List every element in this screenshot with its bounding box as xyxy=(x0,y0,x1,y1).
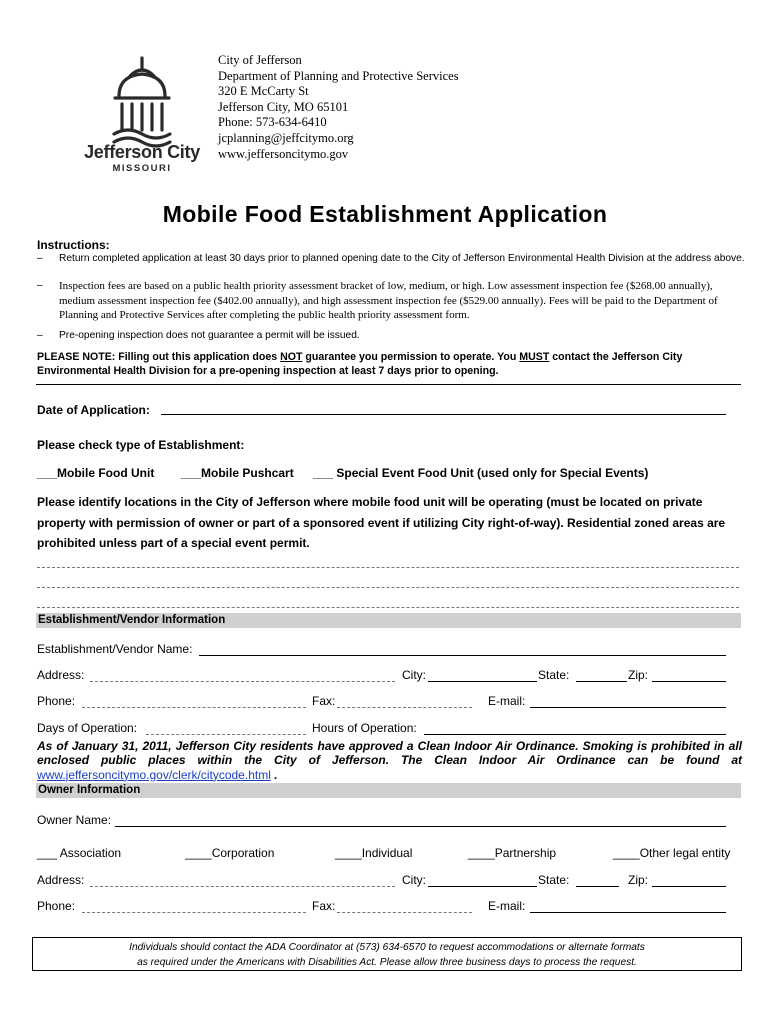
vendor-city-label: City: xyxy=(402,668,426,682)
owner-type-corporation[interactable]: ____Corporation xyxy=(185,846,275,860)
section-divider xyxy=(36,384,741,385)
note-text: guarantee you permission to operate. You xyxy=(302,351,520,363)
owner-address-label: Address: xyxy=(37,873,85,887)
note-text: contact the Jefferson City Environmental Health Division for a pre-opening inspection at least 7 days prior to opening. xyxy=(37,351,683,377)
owner-city-label: City: xyxy=(402,873,426,887)
logo-name: Jefferson City xyxy=(84,142,200,162)
type-option-mobile-food-unit[interactable]: ___Mobile Food Unit xyxy=(37,466,155,480)
address-line: 320 E McCarty St xyxy=(218,84,309,99)
date-of-application-label: Date of Application: xyxy=(37,403,150,417)
owner-state-field[interactable] xyxy=(576,875,619,887)
logo-state: MISSOURI xyxy=(112,163,172,174)
vendor-state-field[interactable] xyxy=(576,670,627,682)
date-of-application-field[interactable] xyxy=(161,403,726,415)
locations-line[interactable] xyxy=(37,556,739,568)
ada-notice-box xyxy=(32,937,742,971)
address-line: Phone: 573-634-6410 xyxy=(218,115,327,130)
bullet-dash: – xyxy=(37,330,43,341)
vendor-phone-field[interactable] xyxy=(82,696,306,708)
locations-instructions: Please identify locations in the City of Jefferson where mobile food unit will be operating (must be located on private property with permission of owner or part of a sponsored event if utilizing City right-of-way). Residential zoned areas are prohibited unless part of a special event permit. xyxy=(37,495,726,550)
type-option-special-event[interactable]: ___ Special Event Food Unit (used only for Special Events) xyxy=(313,466,649,480)
bullet-dash: – xyxy=(37,253,43,264)
locations-line[interactable] xyxy=(37,596,739,608)
agency-address-block xyxy=(218,53,459,162)
vendor-fax-label: Fax: xyxy=(312,694,336,708)
ordinance-text: As of January 31, 2011, Jefferson City residents have approved a Clean Indoor Air Ordinance. Smoking is prohibited in all enclosed public places within the City of Jefferson. The Clean Indoor Air Ordinance can be found at xyxy=(37,739,742,768)
clean-air-ordinance-notice xyxy=(37,739,742,782)
days-of-operation-label: Days of Operation: xyxy=(37,721,138,735)
owner-type-association[interactable]: ___ Association xyxy=(37,846,122,860)
note-emphasis: MUST xyxy=(519,351,550,363)
owner-zip-label: Zip: xyxy=(628,873,649,887)
instruction-text: Pre-opening inspection does not guarantee a permit will be issued. xyxy=(59,330,360,341)
ada-notice-line: as required under the Americans with Disabilities Act. Please allow three business days to process the request. xyxy=(137,957,637,968)
owner-type-partnership[interactable]: ____Partnership xyxy=(468,846,557,860)
bullet-dash: – xyxy=(37,280,43,291)
hours-of-operation-field[interactable] xyxy=(424,723,726,735)
note-emphasis: NOT xyxy=(280,351,303,363)
ada-notice-line: Individuals should contact the ADA Coordinator at (573) 634-6570 to request accommodations or alternate formats xyxy=(129,942,645,953)
capitol-dome-icon xyxy=(72,52,212,152)
city-code-link[interactable]: www.jeffersoncitymo.gov/clerk/citycode.html xyxy=(37,767,271,782)
days-of-operation-field[interactable] xyxy=(146,723,306,735)
locations-line[interactable] xyxy=(37,576,739,588)
page-title: Mobile Food Establishment Application xyxy=(162,201,608,227)
hours-of-operation-label: Hours of Operation: xyxy=(312,721,417,735)
owner-fax-field[interactable] xyxy=(337,901,472,913)
vendor-zip-field[interactable] xyxy=(652,670,726,682)
owner-phone-field[interactable] xyxy=(82,901,306,913)
jefferson-city-logo xyxy=(72,52,212,177)
owner-name-field[interactable] xyxy=(115,815,726,827)
owner-email-label: E-mail: xyxy=(488,899,526,913)
instruction-text: Inspection fees are based on a public health priority assessment bracket of low, medium, or high. Low assessment inspection fee ($268.00 annually), medium assessment inspection fee ($402.00 annually), and high assessment inspection fee ($529.00 annually). Fees will be paid to the Department of Planning and Protective Services after completing the public health priority assessment form. xyxy=(59,280,718,321)
vendor-phone-label: Phone: xyxy=(37,694,76,708)
vendor-name-label: Establishment/Vendor Name: xyxy=(37,642,193,656)
owner-email-field[interactable] xyxy=(530,901,726,913)
address-line: City of Jefferson xyxy=(218,53,302,67)
instructions-heading: Instructions: xyxy=(37,238,110,252)
note-text: PLEASE NOTE: Filling out this application does xyxy=(37,351,281,363)
vendor-name-field[interactable] xyxy=(199,644,726,656)
vendor-section-heading: Establishment/Vendor Information xyxy=(36,613,741,628)
email-address: jcplanning@jeffcitymo.org xyxy=(218,130,354,145)
important-note xyxy=(37,350,737,378)
vendor-fax-field[interactable] xyxy=(337,696,472,708)
vendor-address-label: Address: xyxy=(37,668,85,682)
vendor-zip-label: Zip: xyxy=(628,668,649,682)
owner-name-label: Owner Name: xyxy=(37,813,112,827)
owner-section-heading: Owner Information xyxy=(36,783,741,798)
owner-city-field[interactable] xyxy=(428,875,537,887)
owner-address-field[interactable] xyxy=(90,875,395,887)
owner-phone-label: Phone: xyxy=(37,899,76,913)
owner-type-individual[interactable]: ____Individual xyxy=(335,846,413,860)
vendor-email-label: E-mail: xyxy=(488,694,526,708)
owner-fax-label: Fax: xyxy=(312,899,336,913)
vendor-address-field[interactable] xyxy=(90,670,395,682)
ordinance-end: . xyxy=(270,767,278,782)
owner-type-other[interactable]: ____Other legal entity xyxy=(613,846,731,860)
vendor-email-field[interactable] xyxy=(530,696,726,708)
address-line: Department of Planning and Protective Services xyxy=(218,68,459,83)
instruction-text: Return completed application at least 30 days prior to planned opening date to the City of Jefferson Environmental Health Division at the address above. xyxy=(59,253,745,264)
vendor-state-label: State: xyxy=(538,668,570,682)
establishment-type-heading: Please check type of Establishment: xyxy=(37,438,245,452)
website-address: www.jeffersoncitymo.gov xyxy=(218,146,349,161)
type-option-mobile-pushcart[interactable]: ___Mobile Pushcart xyxy=(181,466,294,480)
vendor-city-field[interactable] xyxy=(428,670,537,682)
owner-state-label: State: xyxy=(538,873,570,887)
address-line: Jefferson City, MO 65101 xyxy=(218,99,349,114)
owner-zip-field[interactable] xyxy=(652,875,726,887)
